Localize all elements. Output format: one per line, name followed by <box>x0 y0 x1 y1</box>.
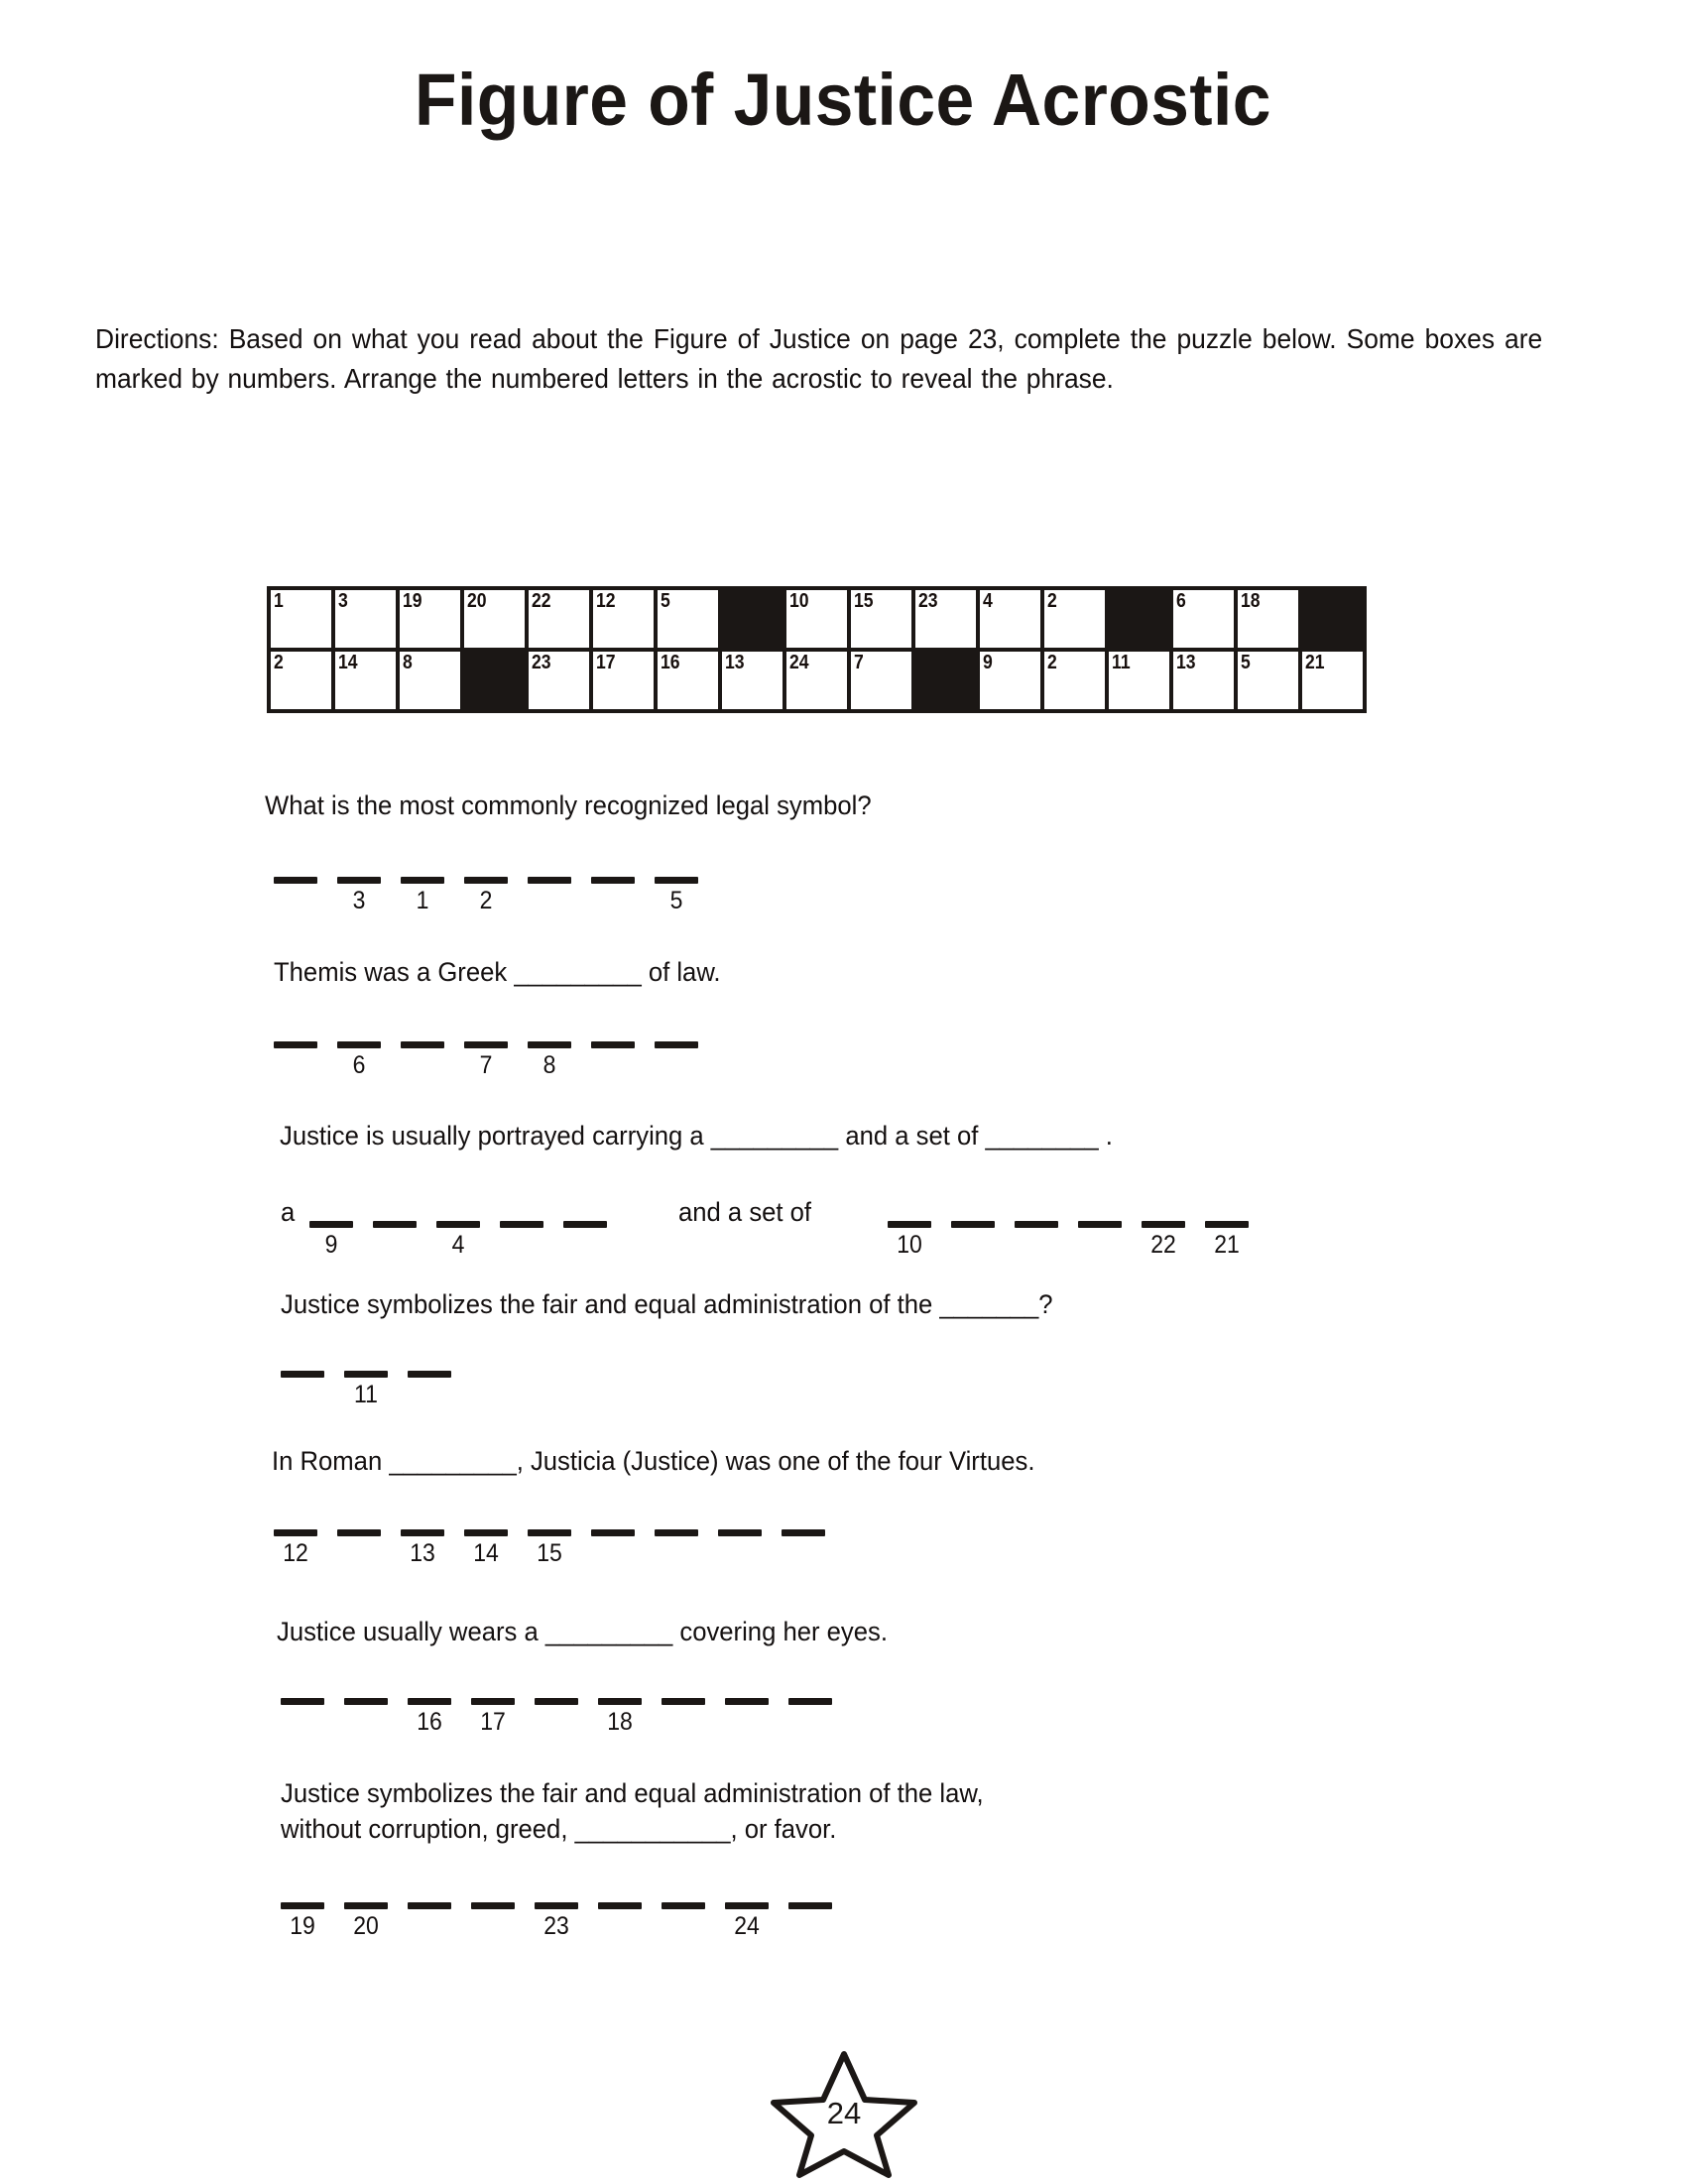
answer-blank[interactable] <box>718 1529 762 1536</box>
answer-blank[interactable] <box>471 1902 515 1909</box>
grid-cell-number: 14 <box>338 652 358 673</box>
grid-cell[interactable] <box>529 652 589 709</box>
grid-cell[interactable] <box>786 652 847 709</box>
grid-cell-number: 21 <box>1305 652 1325 673</box>
clue-7-answer-row <box>281 1902 852 1940</box>
answer-blank[interactable] <box>344 1902 388 1940</box>
blank-line <box>951 1221 995 1228</box>
grid-cell-number: 23 <box>918 590 938 612</box>
grid-cell[interactable] <box>658 590 718 648</box>
answer-blank[interactable] <box>655 1041 698 1048</box>
answer-blank[interactable] <box>591 877 635 884</box>
clue-4-text: Justice symbolizes the fair and equal administration of the _______? <box>281 1289 1053 1319</box>
answer-blank[interactable] <box>655 877 698 914</box>
answer-blank[interactable] <box>344 1698 388 1705</box>
blank-line <box>401 1529 444 1536</box>
blank-line <box>373 1221 417 1228</box>
answer-blank[interactable] <box>401 1529 444 1567</box>
clue-2-answer-row <box>274 1041 718 1079</box>
grid-cell[interactable] <box>400 652 460 709</box>
clue-3-group-b <box>888 1221 1268 1259</box>
answer-blank[interactable] <box>725 1902 769 1940</box>
blank-line <box>1078 1221 1122 1228</box>
grid-cell-number: 6 <box>1176 590 1186 612</box>
blank-line <box>464 1041 508 1048</box>
blank-index: 18 <box>607 1708 633 1736</box>
grid-cell-number: 24 <box>789 652 809 673</box>
grid-cell-number: 12 <box>596 590 616 612</box>
blank-line <box>344 1902 388 1909</box>
blank-line <box>337 1041 381 1048</box>
blank-line <box>662 1698 705 1705</box>
answer-blank[interactable] <box>436 1221 480 1259</box>
blank-index: 14 <box>473 1539 499 1567</box>
clue-1-text: What is the most commonly recognized legal symbol? <box>265 790 872 820</box>
blank-line <box>655 1041 698 1048</box>
grid-cell[interactable] <box>786 590 847 648</box>
blank-line <box>725 1902 769 1909</box>
blank-line <box>344 1698 388 1705</box>
blank-index: 15 <box>537 1539 562 1567</box>
answer-blank[interactable] <box>408 1902 451 1909</box>
grid-cell[interactable] <box>1173 590 1234 648</box>
grid-cell[interactable] <box>851 652 911 709</box>
blank-line <box>401 1041 444 1048</box>
grid-cell-number: 18 <box>1241 590 1261 612</box>
grid-cell-number: 15 <box>854 590 874 612</box>
grid-cell-number: 2 <box>1047 652 1057 673</box>
grid-cell-number: 13 <box>725 652 745 673</box>
blank-index: 17 <box>480 1708 506 1736</box>
blank-line <box>788 1902 832 1909</box>
grid-cell[interactable] <box>658 652 718 709</box>
answer-blank[interactable] <box>788 1902 832 1909</box>
blank-index: 3 <box>352 887 366 914</box>
blank-index: 23 <box>543 1912 569 1940</box>
grid-cell[interactable] <box>335 590 396 648</box>
grid-cell-number: 5 <box>1241 652 1251 673</box>
grid-cell[interactable] <box>980 590 1040 648</box>
blank-line <box>598 1902 642 1909</box>
answer-blank[interactable] <box>408 1371 451 1378</box>
grid-cell-number: 19 <box>403 590 422 612</box>
answer-blank[interactable] <box>528 1529 571 1567</box>
grid-cell-blocked <box>722 590 783 648</box>
grid-cell[interactable] <box>271 652 331 709</box>
blank-line <box>1015 1221 1058 1228</box>
blank-line <box>471 1698 515 1705</box>
blank-line <box>1205 1221 1249 1228</box>
blank-line <box>782 1529 825 1536</box>
blank-index: 2 <box>479 887 493 914</box>
blank-line <box>337 877 381 884</box>
grid-cell[interactable] <box>851 590 911 648</box>
grid-cell-number: 8 <box>403 652 413 673</box>
grid-cell[interactable] <box>464 590 525 648</box>
clue-6-answer-row <box>281 1698 852 1736</box>
grid-cell[interactable] <box>593 590 654 648</box>
blank-index: 1 <box>416 887 429 914</box>
grid-cell-number: 23 <box>532 652 551 673</box>
grid-cell[interactable] <box>1173 652 1234 709</box>
blank-index: 10 <box>897 1231 922 1259</box>
answer-blank[interactable] <box>281 1371 324 1378</box>
blank-line <box>274 877 317 884</box>
grid-cell-number: 4 <box>983 590 993 612</box>
grid-cell[interactable] <box>335 652 396 709</box>
blank-line <box>591 1041 635 1048</box>
answer-blank[interactable] <box>655 1529 698 1536</box>
clue-3-group-a <box>309 1221 627 1259</box>
answer-blank[interactable] <box>662 1902 705 1909</box>
grid-cell-number: 3 <box>338 590 348 612</box>
grid-cell-blocked <box>915 652 976 709</box>
grid-cell[interactable] <box>400 590 460 648</box>
grid-cell[interactable] <box>271 590 331 648</box>
answer-blank[interactable] <box>725 1698 769 1705</box>
answer-blank[interactable] <box>464 1529 508 1567</box>
blank-line <box>655 877 698 884</box>
blank-line <box>528 1041 571 1048</box>
blank-line <box>344 1371 388 1378</box>
grid-cell[interactable] <box>915 590 976 648</box>
answer-blank[interactable] <box>528 1041 571 1079</box>
grid-cell-number: 10 <box>789 590 809 612</box>
blank-line <box>408 1371 451 1378</box>
answer-blank[interactable] <box>788 1698 832 1705</box>
blank-index: 9 <box>324 1231 338 1259</box>
blank-index: 19 <box>290 1912 315 1940</box>
blank-line <box>408 1902 451 1909</box>
answer-blank[interactable] <box>337 1041 381 1079</box>
answer-blank[interactable] <box>401 877 444 914</box>
blank-line <box>591 1529 635 1536</box>
answer-blank[interactable] <box>535 1698 578 1705</box>
answer-blank[interactable] <box>1142 1221 1185 1259</box>
blank-line <box>598 1698 642 1705</box>
grid-cell[interactable] <box>593 652 654 709</box>
answer-blank[interactable] <box>528 877 571 884</box>
clue-5-text: In Roman _________, Justicia (Justice) was one of the four Virtues. <box>272 1446 1035 1476</box>
blank-line <box>464 877 508 884</box>
grid-cell-number: 1 <box>274 590 284 612</box>
answer-blank[interactable] <box>281 1902 324 1940</box>
clue-3-text: Justice is usually portrayed carrying a _________ and a set of ________ . <box>280 1121 1113 1151</box>
blank-index: 21 <box>1214 1231 1240 1259</box>
answer-blank[interactable] <box>464 1041 508 1079</box>
blank-line <box>563 1221 607 1228</box>
blank-line <box>528 1529 571 1536</box>
answer-blank[interactable] <box>1078 1221 1122 1228</box>
answer-blank[interactable] <box>471 1698 515 1736</box>
acrostic-row-2 <box>271 652 1363 709</box>
answer-blank[interactable] <box>563 1221 607 1228</box>
blank-line <box>408 1698 451 1705</box>
grid-cell[interactable] <box>1044 590 1105 648</box>
blank-line <box>655 1529 698 1536</box>
blank-line <box>591 877 635 884</box>
answer-blank[interactable] <box>309 1221 353 1259</box>
clue-4-answer-row <box>281 1371 471 1408</box>
grid-cell-number: 5 <box>661 590 670 612</box>
blank-line <box>471 1902 515 1909</box>
blank-line <box>464 1529 508 1536</box>
answer-blank[interactable] <box>535 1902 578 1940</box>
blank-index: 4 <box>451 1231 465 1259</box>
answer-blank[interactable] <box>782 1529 825 1536</box>
blank-line <box>500 1221 543 1228</box>
blank-line <box>309 1221 353 1228</box>
blank-index: 22 <box>1150 1231 1176 1259</box>
grid-cell-number: 2 <box>274 652 284 673</box>
answer-blank[interactable] <box>500 1221 543 1228</box>
grid-cell-number: 2 <box>1047 590 1057 612</box>
grid-cell-number: 13 <box>1176 652 1196 673</box>
blank-line <box>718 1529 762 1536</box>
blank-line <box>725 1698 769 1705</box>
grid-cell-number: 22 <box>532 590 551 612</box>
answer-blank[interactable] <box>373 1221 417 1228</box>
acrostic-row-1 <box>271 590 1363 648</box>
blank-index: 24 <box>734 1912 760 1940</box>
answer-blank[interactable] <box>337 1529 381 1536</box>
grid-cell[interactable] <box>1109 652 1169 709</box>
blank-line <box>274 1041 317 1048</box>
blank-line <box>436 1221 480 1228</box>
grid-cell-number: 16 <box>661 652 680 673</box>
answer-blank[interactable] <box>274 1529 317 1567</box>
grid-cell[interactable] <box>1302 652 1363 709</box>
page-number-star <box>760 2048 928 2179</box>
directions-text: Directions: Based on what you read about the Figure of Justice on page 23, complete the puzzle below. Some boxes are marked by numbers. Arrange the numbered letters in the acrostic to reveal the phrase. <box>95 323 1543 394</box>
clue-1-answer-row <box>274 877 718 914</box>
blank-line <box>1142 1221 1185 1228</box>
grid-cell-number: 9 <box>983 652 993 673</box>
acrostic-grid <box>267 586 1367 713</box>
answer-blank[interactable] <box>281 1698 324 1705</box>
blank-line <box>337 1529 381 1536</box>
page-number: 24 <box>826 2096 862 2130</box>
blank-line <box>888 1221 931 1228</box>
answer-blank[interactable] <box>1015 1221 1058 1228</box>
blank-line <box>281 1902 324 1909</box>
answer-blank[interactable] <box>401 1041 444 1048</box>
grid-cell-number: 17 <box>596 652 616 673</box>
blank-line <box>281 1371 324 1378</box>
answer-blank[interactable] <box>591 1041 635 1048</box>
grid-cell-number: 11 <box>1112 652 1131 673</box>
clue-6-text: Justice usually wears a _________ covering her eyes. <box>277 1617 888 1646</box>
blank-index: 8 <box>542 1051 556 1079</box>
blank-index: 5 <box>669 887 683 914</box>
blank-index: 11 <box>354 1381 378 1408</box>
grid-cell-number: 7 <box>854 652 864 673</box>
blank-line <box>281 1698 324 1705</box>
answer-blank[interactable] <box>408 1698 451 1736</box>
blank-line <box>274 1529 317 1536</box>
blank-line <box>662 1902 705 1909</box>
blank-line <box>535 1902 578 1909</box>
grid-cell-number: 20 <box>467 590 487 612</box>
blank-index: 6 <box>352 1051 366 1079</box>
grid-cell[interactable] <box>722 652 783 709</box>
blank-index: 13 <box>410 1539 435 1567</box>
answer-blank[interactable] <box>888 1221 931 1259</box>
clue-3-answer-row <box>281 1197 1268 1259</box>
page-title: Figure of Justice Acrostic <box>415 59 1271 141</box>
blank-index: 7 <box>479 1051 493 1079</box>
grid-cell[interactable] <box>980 652 1040 709</box>
blank-line <box>528 877 571 884</box>
answer-blank[interactable] <box>337 877 381 914</box>
answer-blank[interactable] <box>598 1902 642 1909</box>
grid-cell[interactable] <box>529 590 589 648</box>
grid-cell-blocked <box>464 652 525 709</box>
clue-3-lead-word: a <box>281 1197 296 1227</box>
grid-cell[interactable] <box>1044 652 1105 709</box>
blank-line <box>401 877 444 884</box>
clue-7-text: Justice symbolizes the fair and equal administration of the law, without corruption, greed, ___________, or favor. <box>281 1778 984 1844</box>
grid-cell-blocked <box>1109 590 1169 648</box>
blank-index: 20 <box>353 1912 379 1940</box>
answer-blank[interactable] <box>464 877 508 914</box>
clue-5-answer-row <box>274 1529 845 1567</box>
clue-2-text: Themis was a Greek _________ of law. <box>274 957 721 987</box>
clue-3-middle-word: and a set of <box>678 1197 812 1227</box>
answer-blank[interactable] <box>1205 1221 1249 1259</box>
answer-blank[interactable] <box>274 877 317 884</box>
answer-blank[interactable] <box>344 1371 388 1408</box>
grid-cell[interactable] <box>1238 652 1298 709</box>
blank-line <box>788 1698 832 1705</box>
answer-blank[interactable] <box>662 1698 705 1705</box>
blank-line <box>535 1698 578 1705</box>
grid-cell-blocked <box>1302 590 1363 648</box>
grid-cell[interactable] <box>1238 590 1298 648</box>
blank-index: 12 <box>283 1539 308 1567</box>
answer-blank[interactable] <box>274 1041 317 1048</box>
blank-index: 16 <box>417 1708 442 1736</box>
answer-blank[interactable] <box>591 1529 635 1536</box>
answer-blank[interactable] <box>951 1221 995 1228</box>
answer-blank[interactable] <box>598 1698 642 1736</box>
